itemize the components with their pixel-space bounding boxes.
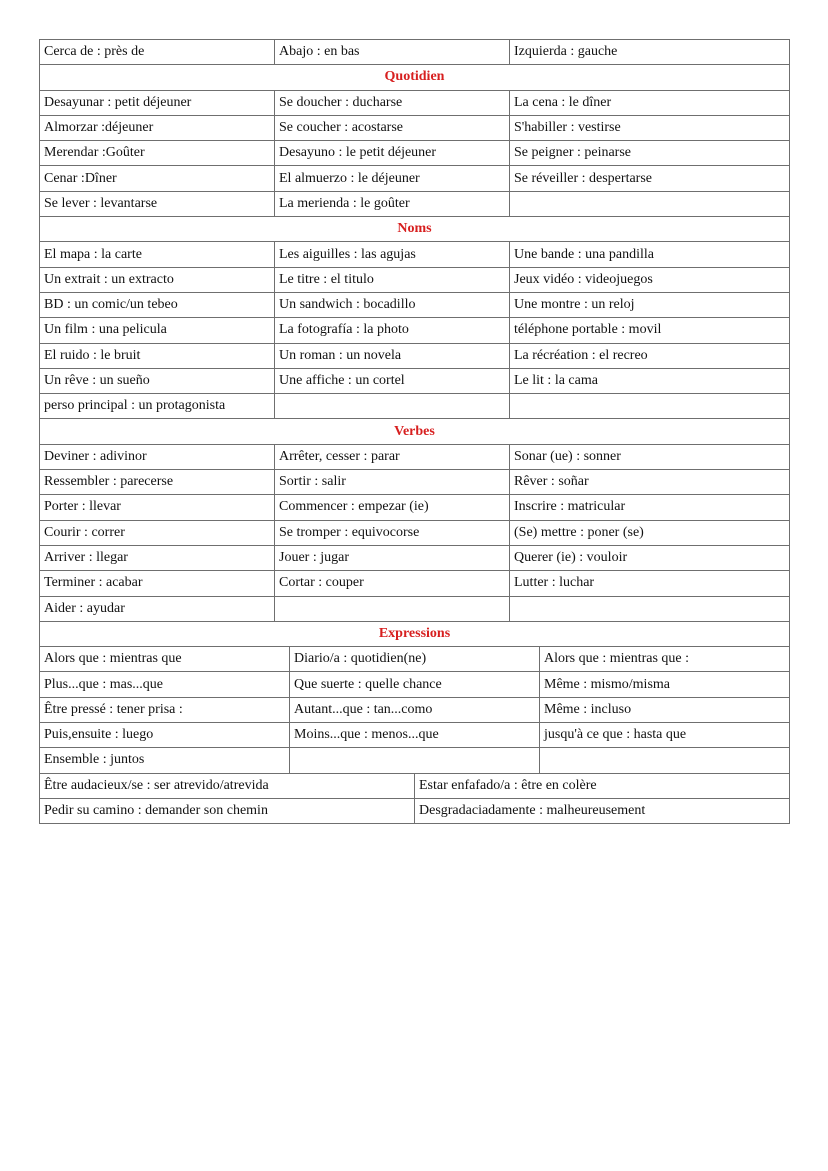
table-row (40, 368, 790, 393)
table-row (40, 141, 790, 166)
vocab-cell: Être audacieux/se : ser atrevido/atrevida (40, 773, 415, 798)
vocab-cell: Jeux vidéo : videojuegos (510, 267, 790, 292)
vocab-cell: Almorzar :déjeuner (40, 115, 275, 140)
vocab-cell: Pedir su camino : demander son chemin (40, 798, 415, 823)
vocab-cell: Ressembler : parecerse (40, 470, 275, 495)
section-header-row (40, 419, 790, 444)
table-row (40, 166, 790, 191)
vocab-cell: Un extrait : un extracto (40, 267, 275, 292)
vocab-cell: Desgradaciadamente : malheureusement (415, 798, 790, 823)
vocab-cell: Lutter : luchar (510, 571, 790, 596)
table-row (40, 40, 790, 65)
table-row (40, 267, 790, 292)
vocab-cell: Deviner : adivinor (40, 444, 275, 469)
expressions-table (39, 621, 790, 824)
vocab-cell (290, 748, 540, 773)
vocab-cell: La merienda : le goûter (275, 191, 510, 216)
vocab-cell: Izquierda : gauche (510, 40, 790, 65)
table-row (40, 773, 790, 798)
vocabulary-sheet (39, 39, 789, 824)
vocab-cell: Puis,ensuite : luego (40, 723, 290, 748)
vocab-cell: Aider : ayudar (40, 596, 275, 621)
vocab-cell: BD : un comic/un tebeo (40, 292, 275, 317)
vocab-cell: Estar enfafado/a : être en colère (415, 773, 790, 798)
table-row (40, 242, 790, 267)
vocab-cell: Desayunar : petit déjeuner (40, 90, 275, 115)
vocab-cell: Se réveiller : despertarse (510, 166, 790, 191)
vocab-cell: Courir : correr (40, 520, 275, 545)
table-row (40, 520, 790, 545)
table-row (40, 647, 790, 672)
table-row (40, 545, 790, 570)
vocab-cell: Moins...que : menos...que (290, 723, 540, 748)
vocab-cell: Même : incluso (540, 697, 790, 722)
table-row (40, 672, 790, 697)
vocab-cell: Jouer : jugar (275, 545, 510, 570)
vocab-cell: Que suerte : quelle chance (290, 672, 540, 697)
table-row (40, 723, 790, 748)
vocab-cell: Se peigner : peinarse (510, 141, 790, 166)
vocab-cell: Desayuno : le petit déjeuner (275, 141, 510, 166)
table-row (40, 115, 790, 140)
vocab-cell: Terminer : acabar (40, 571, 275, 596)
vocab-cell: Diario/a : quotidien(ne) (290, 647, 540, 672)
vocab-cell: Le lit : la cama (510, 368, 790, 393)
vocab-cell: Alors que : mientras que (40, 647, 290, 672)
vocab-cell: Se doucher : ducharse (275, 90, 510, 115)
section-title-expressions: Expressions (40, 621, 790, 646)
vocab-cell: Merendar :Goûter (40, 141, 275, 166)
vocabulary-table (39, 39, 790, 622)
table-row (40, 394, 790, 419)
vocab-cell: Un rêve : un sueño (40, 368, 275, 393)
vocab-cell (275, 394, 510, 419)
vocab-cell: Le titre : el titulo (275, 267, 510, 292)
vocab-cell (510, 191, 790, 216)
vocab-cell: Querer (ie) : vouloir (510, 545, 790, 570)
vocab-cell: La fotografía : la photo (275, 318, 510, 343)
vocab-cell: Les aiguilles : las agujas (275, 242, 510, 267)
vocab-cell: El ruido : le bruit (40, 343, 275, 368)
table-row (40, 90, 790, 115)
vocab-cell: Ensemble : juntos (40, 748, 290, 773)
vocab-cell: Arriver : llegar (40, 545, 275, 570)
vocab-cell: S'habiller : vestirse (510, 115, 790, 140)
table-row (40, 798, 790, 823)
vocab-cell: Inscrire : matricular (510, 495, 790, 520)
vocab-cell: La récréation : el recreo (510, 343, 790, 368)
vocab-cell: Se coucher : acostarse (275, 115, 510, 140)
vocab-cell: Plus...que : mas...que (40, 672, 290, 697)
vocab-cell (510, 394, 790, 419)
vocab-cell (540, 748, 790, 773)
vocab-cell: Même : mismo/misma (540, 672, 790, 697)
vocab-cell: Une montre : un reloj (510, 292, 790, 317)
table-row (40, 748, 790, 773)
section-title-verbes: Verbes (40, 419, 790, 444)
vocab-cell: Être pressé : tener prisa : (40, 697, 290, 722)
vocab-cell (510, 596, 790, 621)
vocab-cell: El mapa : la carte (40, 242, 275, 267)
table-row (40, 343, 790, 368)
vocab-cell: téléphone portable : movil (510, 318, 790, 343)
vocab-cell: Se lever : levantarse (40, 191, 275, 216)
vocab-cell: Sonar (ue) : sonner (510, 444, 790, 469)
vocab-cell: El almuerzo : le déjeuner (275, 166, 510, 191)
table-row (40, 292, 790, 317)
vocab-cell: Rêver : soñar (510, 470, 790, 495)
vocab-cell: Abajo : en bas (275, 40, 510, 65)
table-row (40, 495, 790, 520)
vocab-cell: Cerca de : près de (40, 40, 275, 65)
vocab-cell: Autant...que : tan...como (290, 697, 540, 722)
vocab-cell: Cenar :Dîner (40, 166, 275, 191)
vocab-cell: Une affiche : un cortel (275, 368, 510, 393)
vocab-cell: Arrêter, cesser : parar (275, 444, 510, 469)
vocab-cell: Alors que : mientras que : (540, 647, 790, 672)
vocab-cell: jusqu'à ce que : hasta que (540, 723, 790, 748)
vocab-cell: Se tromper : equivocorse (275, 520, 510, 545)
vocab-cell: Cortar : couper (275, 571, 510, 596)
table-row (40, 697, 790, 722)
vocab-cell: La cena : le dîner (510, 90, 790, 115)
section-title-noms: Noms (40, 217, 790, 242)
table-row (40, 596, 790, 621)
vocab-cell: Sortir : salir (275, 470, 510, 495)
table-row (40, 470, 790, 495)
table-row (40, 318, 790, 343)
vocab-cell: Un sandwich : bocadillo (275, 292, 510, 317)
section-header-row (40, 65, 790, 90)
vocab-cell: Un film : una pelicula (40, 318, 275, 343)
section-header-row (40, 217, 790, 242)
vocab-cell: Un roman : un novela (275, 343, 510, 368)
vocab-cell (275, 596, 510, 621)
table-row (40, 444, 790, 469)
table-row (40, 571, 790, 596)
section-title-quotidien: Quotidien (40, 65, 790, 90)
vocab-cell: (Se) mettre : poner (se) (510, 520, 790, 545)
vocab-cell: Porter : llevar (40, 495, 275, 520)
vocab-cell: Une bande : una pandilla (510, 242, 790, 267)
vocab-cell: Commencer : empezar (ie) (275, 495, 510, 520)
table-row (40, 191, 790, 216)
section-header-row (40, 621, 790, 646)
vocab-cell: perso principal : un protagonista (40, 394, 275, 419)
